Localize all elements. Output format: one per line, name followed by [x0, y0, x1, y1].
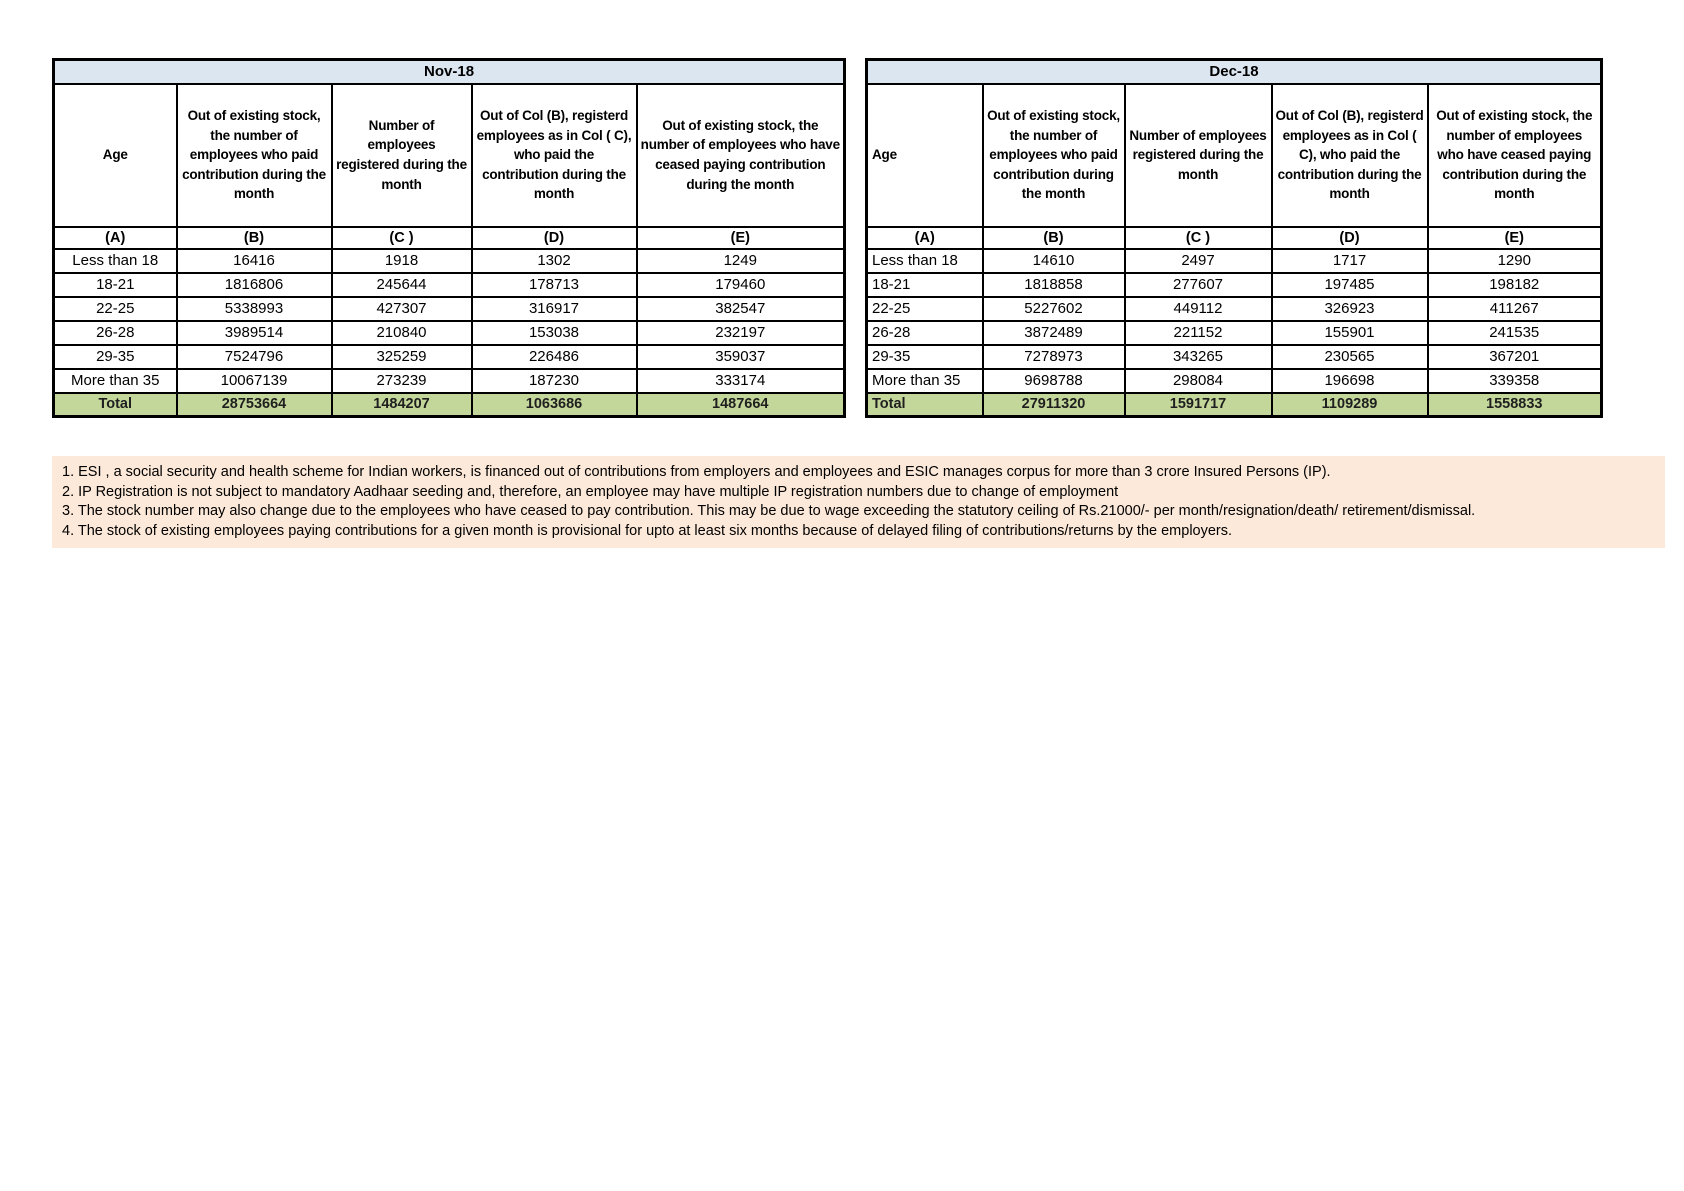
value-cell: 316917: [472, 297, 637, 321]
total-value: 1063686: [472, 393, 637, 417]
total-value: 1487664: [637, 393, 845, 417]
col-letter-a: (A): [54, 227, 177, 249]
nov-letters-row: [54, 227, 845, 249]
age-cell: 18-21: [867, 273, 983, 297]
dec-col-header-d: Out of Col (B), registerd employees as in Col ( C), who paid the contribution during the month: [1272, 84, 1428, 227]
table-row: [867, 321, 1602, 345]
value-cell: 5227602: [983, 297, 1125, 321]
age-cell: Less than 18: [54, 249, 177, 273]
total-value: 1558833: [1428, 393, 1602, 417]
value-cell: 1302: [472, 249, 637, 273]
value-cell: 2497: [1125, 249, 1272, 273]
value-cell: 179460: [637, 273, 845, 297]
age-cell: More than 35: [867, 369, 983, 393]
value-cell: 277607: [1125, 273, 1272, 297]
col-letter-b: (B): [177, 227, 332, 249]
footnotes-block: [52, 456, 1665, 548]
nov-col-header-e: Out of existing stock, the number of employees who have ceased paying contribution during the month: [637, 84, 845, 227]
value-cell: 326923: [1272, 297, 1428, 321]
value-cell: 359037: [637, 345, 845, 369]
nov-col-header-d: Out of Col (B), registerd employees as in Col ( C), who paid the contribution during the month: [472, 84, 637, 227]
table-row: [54, 249, 845, 273]
value-cell: 196698: [1272, 369, 1428, 393]
value-cell: 153038: [472, 321, 637, 345]
col-letter-d: (D): [1272, 227, 1428, 249]
table-row: [54, 321, 845, 345]
dec-total-row: [867, 393, 1602, 417]
total-value: 1591717: [1125, 393, 1272, 417]
nov-header-row: [54, 84, 845, 227]
age-cell: 22-25: [54, 297, 177, 321]
dec-header-row: [867, 84, 1602, 227]
value-cell: 197485: [1272, 273, 1428, 297]
age-cell: 29-35: [54, 345, 177, 369]
table-row: [54, 273, 845, 297]
value-cell: 1816806: [177, 273, 332, 297]
value-cell: 7524796: [177, 345, 332, 369]
table-row: [54, 345, 845, 369]
value-cell: 427307: [332, 297, 472, 321]
value-cell: 198182: [1428, 273, 1602, 297]
col-letter-e: (E): [1428, 227, 1602, 249]
value-cell: 339358: [1428, 369, 1602, 393]
value-cell: 333174: [637, 369, 845, 393]
value-cell: 16416: [177, 249, 332, 273]
footnote-1: 1. ESI , a social security and health scheme for Indian workers, is financed out of contributions from employers and employees and ESIC manages corpus for more than 3 crore Insured Persons (IP).: [62, 464, 1331, 480]
footnote-3: 3. The stock number may also change due to the employees who have ceased to pay contribution. This may be due to wage exceeding the statutory ceiling of Rs.21000/- per month/resignation/death/ retirement/dismissal.: [62, 503, 1476, 519]
nov-month-title: Nov-18: [54, 60, 845, 84]
value-cell: 245644: [332, 273, 472, 297]
value-cell: 3989514: [177, 321, 332, 345]
dec-letters-row: [867, 227, 1602, 249]
value-cell: 9698788: [983, 369, 1125, 393]
table-row: [54, 369, 845, 393]
value-cell: 230565: [1272, 345, 1428, 369]
nov-total-row: [54, 393, 845, 417]
table-row: [867, 297, 1602, 321]
nov-col-header-b: Out of existing stock, the number of employees who paid contribution during the month: [177, 84, 332, 227]
value-cell: 178713: [472, 273, 637, 297]
age-cell: More than 35: [54, 369, 177, 393]
nov-18-table: [52, 58, 846, 418]
value-cell: 1249: [637, 249, 845, 273]
value-cell: 241535: [1428, 321, 1602, 345]
footnote-2: 2. IP Registration is not subject to mandatory Aadhaar seeding and, therefore, an employee may have multiple IP registration numbers due to change of employment: [62, 483, 1119, 500]
table-row: [867, 369, 1602, 393]
col-letter-b: (B): [983, 227, 1125, 249]
total-label: Total: [54, 393, 177, 417]
value-cell: 1818858: [983, 273, 1125, 297]
table-row: [867, 273, 1602, 297]
value-cell: 221152: [1125, 321, 1272, 345]
footnote-4: 4. The stock of existing employees paying contributions for a given month is provisional for upto at least six months because of delayed filing of contributions/returns by the employers.: [62, 522, 1233, 539]
total-value: 1109289: [1272, 393, 1428, 417]
age-cell: 26-28: [54, 321, 177, 345]
value-cell: 226486: [472, 345, 637, 369]
table-row: [867, 345, 1602, 369]
nov-col-header-c: Number of employees registered during the month: [332, 84, 472, 227]
value-cell: 3872489: [983, 321, 1125, 345]
value-cell: 1918: [332, 249, 472, 273]
col-letter-a: (A): [867, 227, 983, 249]
age-cell: Less than 18: [867, 249, 983, 273]
col-letter-e: (E): [637, 227, 845, 249]
table-row: [54, 297, 845, 321]
nov-month-row: [54, 60, 845, 84]
value-cell: 367201: [1428, 345, 1602, 369]
dec-18-table: [865, 58, 1603, 418]
dec-month-title: Dec-18: [867, 60, 1602, 84]
value-cell: 1290: [1428, 249, 1602, 273]
value-cell: 210840: [332, 321, 472, 345]
total-value: 27911320: [983, 393, 1125, 417]
value-cell: 411267: [1428, 297, 1602, 321]
value-cell: 187230: [472, 369, 637, 393]
value-cell: 14610: [983, 249, 1125, 273]
age-cell: 22-25: [867, 297, 983, 321]
value-cell: 7278973: [983, 345, 1125, 369]
total-value: 28753664: [177, 393, 332, 417]
dec-col-header-c: Number of employees registered during the month: [1125, 84, 1272, 227]
age-cell: 18-21: [54, 273, 177, 297]
value-cell: 5338993: [177, 297, 332, 321]
value-cell: 232197: [637, 321, 845, 345]
value-cell: 155901: [1272, 321, 1428, 345]
value-cell: 273239: [332, 369, 472, 393]
dec-age-header: Age: [867, 84, 983, 227]
value-cell: 10067139: [177, 369, 332, 393]
age-cell: 29-35: [867, 345, 983, 369]
age-cell: 26-28: [867, 321, 983, 345]
dec-month-row: [867, 60, 1602, 84]
value-cell: 343265: [1125, 345, 1272, 369]
table-row: [867, 249, 1602, 273]
value-cell: 325259: [332, 345, 472, 369]
nov-age-header: Age: [54, 84, 177, 227]
value-cell: 382547: [637, 297, 845, 321]
total-value: 1484207: [332, 393, 472, 417]
dec-col-header-b: Out of existing stock, the number of employees who paid contribution during the month: [983, 84, 1125, 227]
col-letter-c: (C ): [332, 227, 472, 249]
dec-col-header-e: Out of existing stock, the number of employees who have ceased paying contribution during the month: [1428, 84, 1602, 227]
value-cell: 1717: [1272, 249, 1428, 273]
col-letter-d: (D): [472, 227, 637, 249]
total-label: Total: [867, 393, 983, 417]
value-cell: 449112: [1125, 297, 1272, 321]
value-cell: 298084: [1125, 369, 1272, 393]
col-letter-c: (C ): [1125, 227, 1272, 249]
